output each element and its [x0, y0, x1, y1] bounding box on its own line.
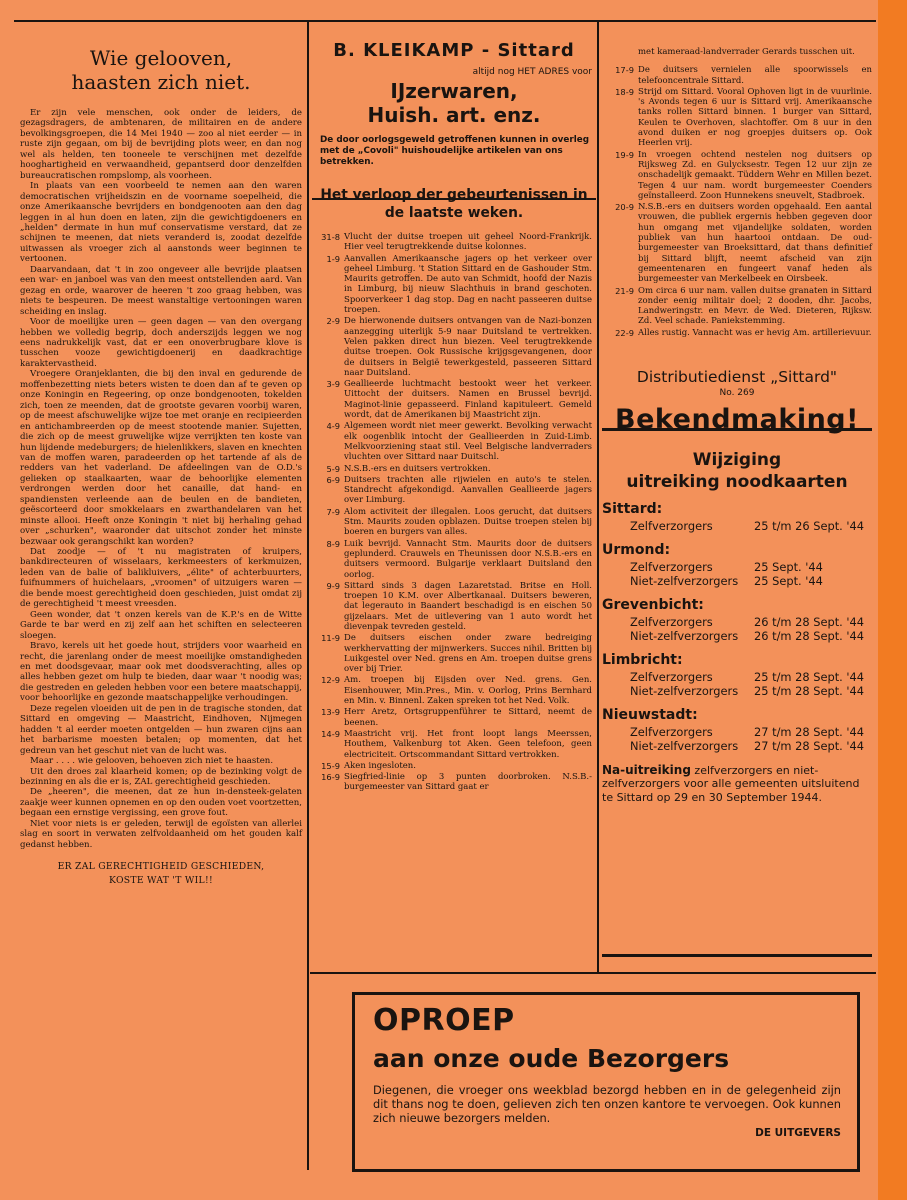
- ad-business-name: B. KLEIKAMP - Sittard: [333, 40, 575, 61]
- event-item: [316, 729, 592, 760]
- ad-note: De door oorlogsgeweld getroffenen kunnen in overleg met de „Covoli" huishoudelijke artikelen van ons betrekken.: [320, 135, 589, 167]
- event-text: Om circa 6 uur nam. vallen duitse granaten in Sittard zonder eenig militair doel; 2 dooden, dhr. Jacobs, Landweringstr. en Mevr. de Wed. Dieteren, Rijksw. Zd. Veel schade. Paniekstemming.: [638, 285, 872, 327]
- notice-heading: Bekendmaking!: [615, 404, 859, 436]
- article-paragraph: Dat zoodje — of 't nu magistraten of kruipers, bankdirecteuren of wisselaars, kerkmeesters of kerkmuizen, leden van de balie of balikluivers, „élite" of achterbuurters, fuifnummers of huichelaars, „vroomen" of uitzuigers waren — die bende moest gerechtigheid doen geschieden, juist omdat zij de gerechtigheid 't meest vreesden.: [20, 547, 302, 610]
- article-paragraph: De „heeren", die meenen, dat ze hun in-densteek-gelaten zaakje weer kunnen opnemen en op den ouden voet voortzetten, begaan een ernstige vergissing, een grove fout.: [20, 787, 302, 819]
- schedule-date: 25 t/m 26 Sept. '44: [754, 519, 865, 534]
- schedule-date: 25 t/m 28 Sept. '44: [754, 684, 865, 699]
- event-text: Vlucht der duitse troepen uit geheel Noord-Frankrijk. Hier veel terugtrekkende duitse kolonnes.: [344, 232, 592, 253]
- title-line-2: haasten zich niet.: [71, 70, 251, 94]
- event-date: 7-9: [326, 506, 340, 517]
- column-rule-left: [307, 20, 309, 1170]
- event-date: 14-9: [321, 728, 340, 739]
- event-item: [602, 286, 872, 327]
- event-item: [602, 65, 872, 86]
- article-paragraph: Maar . . . . wie gelooven, behoeven zich niet te haasten.: [30, 756, 274, 767]
- event-date: 2-9: [326, 316, 340, 327]
- event-text: De duitsers vernielen alle spoorwissels en telefooncentrale Sittard.: [638, 65, 872, 86]
- event-date: 5-9: [326, 463, 340, 474]
- middle-column: [316, 28, 592, 794]
- event-list: [316, 232, 592, 793]
- event-item: [316, 539, 592, 580]
- article-paragraph: Geen wonder, dat 't onzen kerels van de K.P.'s en de Witte Garde te bar werd en zij zelf aan het schiften en selecteeren sloegen.: [20, 609, 302, 641]
- article-paragraph: Uit den droes zal klaarheid komen; op de bezinking volgt de bezinning en als die er is, ZAL gerechtigheid geschieden.: [20, 766, 302, 787]
- event-date: 19-9: [615, 149, 634, 160]
- event-item: [316, 772, 592, 793]
- event-text: N.S.B.-ers en duitsers vertrokken.: [344, 463, 491, 474]
- event-date: 8-9: [326, 538, 340, 549]
- event-item: [316, 675, 592, 706]
- event-item: [316, 507, 592, 538]
- event-text: Siegfried-linie op 3 punten doorbroken. N.S.B.-burgemeester van Sittard gaat er: [344, 772, 592, 793]
- article-paragraph: In plaats van een voorbeeld te nemen aan den waren democratischen vrijheidszin en de voorname soepelheid, die onze Amerikaansche bevrijders en bondgenooten aan den dag leggen in al hun doen en laten, zijn die gewichtigdoeners en „helden" dermate in hun muf conservatisme verstard, dat ze schijnen te meenen, dat niets veranderd is, zoodat dezelfde uitwassen als vroeger zich al aanstonds weer beginnen te vertoonen.: [20, 181, 302, 265]
- event-text: Alles rustig. Vannacht was er hevig Am. artillerievuur.: [638, 327, 872, 338]
- event-text: Algemeen wordt niet meer gewerkt. Bevolking verwacht elk oogenblik intocht der Geallieerden in Zuid-Limb. Melkvoorziening staat stil. Veel Belgische landverraders vluchten over Sittard naar Duitschl.: [344, 421, 592, 463]
- event-text: Aanvallen Amerikaansche jagers op het verkeer over geheel Limburg. 't Station Sittard en de Gashouder Stm. Maurits getroffen. De auto van Schmidt, hoofd der Nazis in Limburg, bij nieuw Slachthuis in brand geschoten. Spoorverkeer 1 dag stop. Dag en nacht passeeren duitse troepen.: [344, 253, 592, 316]
- event-date: 15-9: [321, 760, 340, 771]
- title-line-1: Wie gelooven,: [89, 46, 233, 70]
- notice-subheading-2: uitreiking noodkaarten: [626, 472, 848, 493]
- schedule-row: [602, 670, 872, 685]
- event-item: [316, 232, 592, 253]
- event-item: [316, 581, 592, 632]
- event-date: 20-9: [615, 202, 634, 213]
- post-issue-text: zelfverzorgers en niet-zelfverzorgers voor alle gemeenten uitsluitend te Sittard op 29 en 30 September 1944.: [602, 763, 860, 804]
- oproep-box: [352, 992, 860, 1172]
- oproep-top-rule: [310, 972, 876, 974]
- event-item: [316, 254, 592, 316]
- editorial-article: [20, 40, 302, 888]
- event-text: Luik bevrijd. Vannacht Stm. Maurits door de duitsers geplunderd. Crauwels en Theunissen door N.S.B.-ers en duitsers vermoord. Bulgarije verklaart Duitsland den oorlog.: [344, 538, 592, 580]
- oproep-subtitle: aan onze oude Bezorgers: [373, 1044, 730, 1073]
- schedule-group: Zelfverzorgers: [630, 724, 713, 739]
- oproep-title: OPROEP: [373, 1003, 515, 1038]
- schedule-date: 27 t/m 28 Sept. '44: [754, 739, 865, 754]
- schedule-date: 25 Sept. '44: [754, 559, 823, 574]
- schedule-date: 27 t/m 28 Sept. '44: [754, 724, 865, 739]
- event-date: 16-9: [321, 772, 340, 783]
- event-item: [316, 316, 592, 378]
- oproep-signature: DE UITGEVERS: [755, 1127, 841, 1139]
- event-item: [316, 421, 592, 462]
- event-text: Herr Aretz, Ortsgruppenführer te Sittard, neemt de beenen.: [344, 707, 592, 728]
- event-text: Strijd om Sittard. Vooral Ophoven ligt in de vuurlinie. 's Avonds tegen 6 uur is Sittard vrij. Amerikaansche tanks rollen Sittard binnen. 1 burger van Sittard, Keulen te Overhoven, slachtoffer. Om 8 uur in den avond duiken er nog groepjes duitsers op. Ook Heerlen vrij.: [638, 86, 872, 149]
- schedule-group: Niet-zelfverzorgers: [630, 629, 739, 644]
- article-paragraph: Daarvandaan, dat 't in zoo ongeveer alle bevrijde plaatsen een war- en janboel was van den meest ontstellenden aard. Van gezag en orde, waarover de heeren 't zoo graag hebben, was niets te bespeuren. De meest wanstaltige vertooningen waren scheiding en inslag.: [20, 264, 302, 317]
- top-rule: [14, 20, 876, 22]
- event-text: Alom activiteit der illegalen. Loos gerucht, dat duitsers Stm. Maurits zouden opblazen. Duitse troepen stelen bij boeren en burgers van alles.: [344, 506, 592, 538]
- schedule-row: [602, 725, 872, 740]
- event-date: 9-9: [326, 580, 340, 591]
- event-date: 18-9: [615, 86, 634, 97]
- schedule-group: Niet-zelfverzorgers: [630, 574, 739, 589]
- article-paragraph: Vroegere Oranjeklanten, die bij den inval en gedurende de moffenbezetting niets beters wisten te doen dan af te geven op onze Koningin en Regeering, op onze bondgenooten, tokelden zich, toen ze meenden, dat de grootste gevaren voorbij waren, op de meest afschuwelijke wijze toe met oranje en recipieerden en antichambreerden op de meest stootende manier. Sujetten, die zich op de meest gruwelijke wijze verrijkten ten koste van hun lijdende medeburgers; de hielenlikkers, slaven en knechten van de moffen waren, paradeerden op het tartende af als de redders van het vaderland. De afdeelingen van de O.D.'s gelieken op staalkaarten, waar de behoorlijke elementen verdrongen werden door het canaille, dat hand- en spandiensten verleende aan de beulen en de bandieten, geëscorteerd door smokkelaars en zwarthandelaren van het minste allooi. Heeft onze Koningin 't niet bij herhaling gehad over „schurken", waaronder dat uitschot zonder het minste bezwaar ook gerangschikt kan worden?: [20, 369, 302, 547]
- column-rule-right: [597, 20, 599, 972]
- schedule-row: [602, 739, 872, 754]
- schedule-date: 26 t/m 28 Sept. '44: [754, 614, 865, 629]
- article-paragraph: Niet voor niets is er geleden, terwijl de egoïsten van allerlei slag en soort in verwaten zelfvoldaanheid om het gouden kalf gedanst hebben.: [20, 818, 302, 850]
- event-date: 4-9: [326, 421, 340, 432]
- article-paragraph: Bravo, kerels uit het goede hout, strijders voor waarheid en recht, die jarenlang onder de meest moeilijke omstandigheden en met doodsgevaar, maar ook met doodsverachting, alles op alles hebben gezet om hulp te bieden, daar waar 't noodig was; die gestreden en geleden hebben voor een betere maatschappij, voor behoorlijke en gezonde maatschappelijke verhoudingen.: [20, 641, 302, 704]
- town-name: Nieuwstadt:: [602, 706, 698, 723]
- event-date: 6-9: [326, 474, 340, 485]
- right-column: [602, 38, 872, 804]
- event-date: 13-9: [321, 707, 340, 718]
- event-item: [602, 202, 872, 284]
- schedule-row: [602, 615, 872, 630]
- schedule-row: [602, 519, 872, 534]
- notice-subheading-1: Wijziging: [692, 450, 782, 471]
- schedule-date: 26 t/m 28 Sept. '44: [754, 629, 865, 644]
- event-text: Am. troepen bij Eijsden over Ned. grens. Gen. Eisenhouwer, Min.Pres., Min. v. Oorlog, Prins Bernhard en Min. v. Binnenl. Zaken spreken tot het Ned. Volk.: [344, 675, 592, 707]
- notice-post-issue: [602, 764, 872, 805]
- event-text: N.S.B.-ers en duitsers worden opgehaald. Een aantal vrouwen, die publiek ergernis hebben gegeven door hun omgang met vijandelijke soldaten, worden publiek van hun haartooi ontdaan. De oud-burgemeester van Broeksittard, dat thans definitief bij Sittard blijft, neemt afscheid van zijn gemeentenaren en fungeert vanaf heden als burgemeester van Merkelbeek en Oirsbeek.: [638, 202, 872, 285]
- event-date: 12-9: [321, 675, 340, 686]
- event-date: 21-9: [615, 285, 634, 296]
- event-text: In vroegen ochtend nestelen nog duitsers op Rijksweg Zd. en Gulycksestr. Tegen 12 uur zijn ze onschadelijk gemaakt. Tüddern Wehr en Millen bezet. Tegen 4 uur nam. wordt burgemeester Coenders geïnstalleerd. Zoon Hunnekens sneuvelt, Stadbroek.: [638, 149, 872, 201]
- event-item: [316, 379, 592, 420]
- event-text: Maastricht vrij. Het front loopt langs Meerssen, Houthem, Valkenburg tot Aken. Geen telefoon, geen electriciteit. Ortscommandant Sittard vertrokken.: [344, 728, 592, 760]
- history-section: [316, 186, 592, 793]
- event-item: [316, 707, 592, 728]
- event-item: [316, 633, 592, 674]
- schedule-group: Zelfverzorgers: [630, 669, 713, 684]
- event-date: 11-9: [321, 633, 340, 644]
- article-title: [20, 46, 302, 94]
- schedule-group: Zelfverzorgers: [630, 559, 713, 574]
- schedule-row: [602, 629, 872, 644]
- event-text: Geallieerde luchtmacht bestookt weer het verkeer. Uittocht der duitsers. Namen en Brussel bevrijd. Maginot-linie gepasseerd. Finland kapituleert. Gemeld wordt, dat de Amerikanen bij Maastricht zijn.: [344, 379, 592, 421]
- event-date: 1-9: [326, 253, 340, 264]
- event-list-continued: [602, 65, 872, 338]
- distribution-notice: [602, 368, 872, 804]
- town-name: Sittard:: [602, 501, 663, 518]
- article-paragraph: Deze regelen vloeiden uit de pen in de tragische stonden, dat Sittard en omgeving — Maastricht, Eindhoven, Nijmegen hadden 't al eerder moeten ontgelden — hun zwaren cijns aan het barbarisme moesten betalen; op momenten, dat het gedreun van het geschut niet van de lucht was.: [20, 703, 302, 756]
- schedule-group: Niet-zelfverzorgers: [630, 739, 739, 754]
- schedule-date: 25 t/m 28 Sept. '44: [754, 669, 865, 684]
- article-paragraph: Voor de moeilijke uren — geen dagen — van den overgang hebben we volledig begrip, doch anderszijds leggen we nog eens nadrukkelijk vast, dat er een onoverbrugbare klove is tusschen vooze gewichtigdoenerij en daadkrachtige karaktervastheid.: [20, 317, 302, 369]
- article-closing: [20, 860, 302, 888]
- event-item: [602, 150, 872, 201]
- schedule-row: [602, 684, 872, 699]
- closing-line-1: ER ZAL GERECHTIGHEID GESCHIEDEN,: [57, 861, 265, 873]
- event-date: 3-9: [326, 379, 340, 390]
- event-item: [602, 87, 872, 149]
- notice-bottom-rule: [602, 954, 872, 957]
- oproep-text: Diegenen, die vroeger ons weekblad bezorgd hebben en in de gelegenheid zijn dit thans nog te doen, gelieven zich ten onzen kantore te vervoegen. Ook kunnen zich nieuwe bezorgers melden.: [373, 1083, 841, 1125]
- schedule-date: 25 Sept. '44: [754, 574, 823, 589]
- event-text: De duitsers eischen onder zware bedreiging werkhervatting der mijnwerkers. Succes nihil. Britten bij Luikgestel over Ned. grens en Am. troepen duitse grens over bij Trier.: [344, 633, 592, 675]
- schedule-row: [602, 574, 872, 589]
- schedule-group: Zelfverzorgers: [630, 614, 713, 629]
- event-text: Duitsers trachten alle rijwielen en auto's te stelen. Standrecht afgekondigd. Aanvallen Geallieerde jagers over Limburg.: [344, 474, 592, 506]
- schedule-group: Niet-zelfverzorgers: [630, 684, 739, 699]
- page-edge: [878, 0, 907, 1200]
- kleikamp-ad: [316, 40, 592, 168]
- event-text: De hierwonende duitsers ontvangen van de Nazi-bonzen aanzegging uiterlijk 5-9 naar Duitsland te vertrekken. Velen pakken direct hun biezen. Veel terugtrekkende duitse troepen. Ook Russische krijgsgevangenen, door de duitsers in België tewerkgesteld, passeeren Sittard naar Duitsland.: [344, 316, 592, 378]
- notice-office: Distributiedienst „Sittard": [636, 368, 838, 387]
- event-date: 17-9: [615, 65, 634, 76]
- article-paragraph: Er zijn vele menschen, ook onder de leiders, de gezagsdragers, de ambtenaren, de militairen en de andere bevolkingsgroepen, die 14 Mei 1940 — zoo al niet eerder — in ruste zijn gegaan, om bij de bevrijding plots weer, en dan nog wel als helden, ten tooneele te verschijnen met dezelfde hooghartigheid en verwaandheid, gepantserd door denzelfden bureaucratischen rompslomp, als voorheen.: [20, 108, 302, 181]
- schedule-group: Zelfverzorgers: [630, 519, 713, 534]
- event-continuation: met kameraad-landverrader Gerards tusschen uit.: [638, 46, 855, 57]
- ad-product-line-2: Huish. art. enz.: [367, 103, 541, 127]
- post-issue-label: Na-uitreiking: [602, 762, 691, 777]
- history-title: Het verloop der gebeurtenissen in de laatste weken.: [320, 187, 588, 221]
- event-item: [316, 761, 592, 771]
- town-name: Limbricht:: [602, 651, 683, 668]
- event-item: [602, 328, 872, 338]
- ad-tagline: altijd nog HET ADRES voor: [472, 67, 592, 77]
- notice-number: No. 269: [719, 388, 755, 399]
- event-text: Sittard sinds 3 dagen Lazaretstad. Britse en Holl. troepen 10 K.M. over Albertkanaal. Duitsers beweren, dat legerauto in Baandert beschadigd is en eischen 50 gijzelaars. Met de uitlevering van 1 auto wordt het dievenpak tevreden gesteld.: [344, 580, 592, 632]
- event-item: [316, 464, 592, 474]
- town-name: Urmond:: [602, 541, 671, 558]
- event-date: 31-8: [321, 232, 340, 242]
- event-item: [316, 475, 592, 506]
- ad-product-line-1: IJzerwaren,: [390, 79, 518, 103]
- event-date: 22-9: [615, 327, 634, 338]
- town-name: Grevenbicht:: [602, 596, 704, 613]
- closing-line-2: KOSTE WAT 'T WIL!!: [109, 875, 213, 887]
- town-schedule: [602, 501, 872, 754]
- schedule-row: [602, 560, 872, 575]
- event-text: Aken ingesloten.: [344, 760, 416, 771]
